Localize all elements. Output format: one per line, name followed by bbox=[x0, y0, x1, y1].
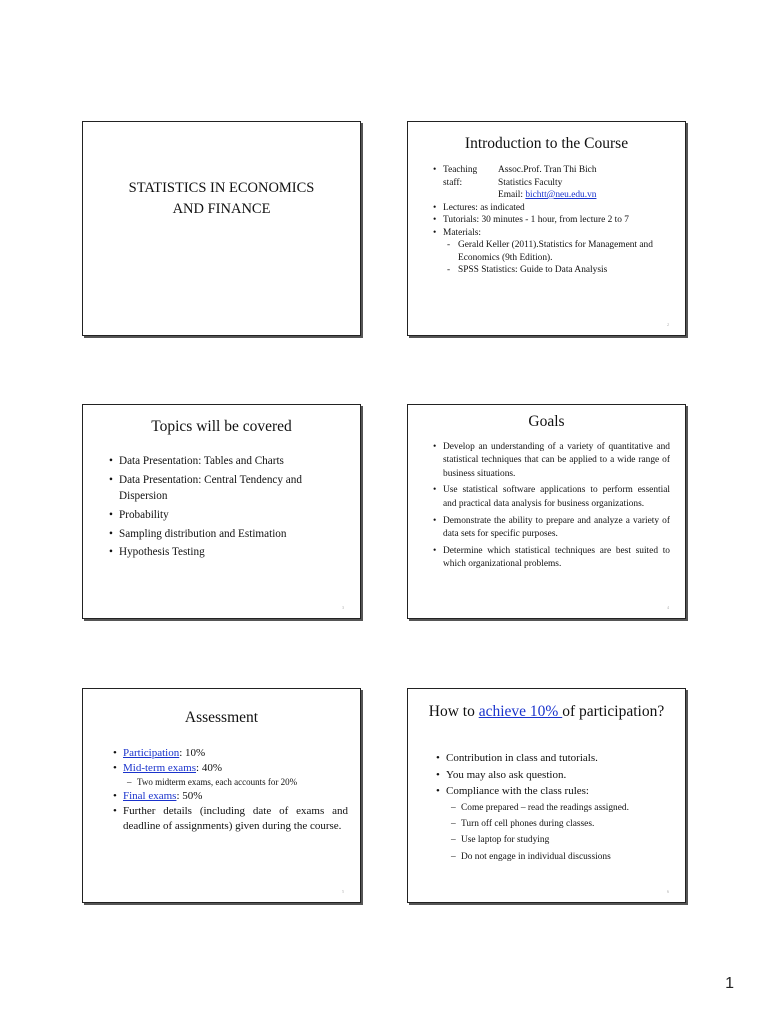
list-item: • Sampling distribution and Estimation bbox=[109, 526, 346, 543]
goals-list bbox=[433, 441, 670, 575]
list-item: • Compliance with the class rules: bbox=[436, 783, 673, 800]
slide-5 bbox=[82, 688, 361, 903]
slide-3-title: Topics will be covered bbox=[151, 418, 292, 435]
course-info-list bbox=[433, 164, 673, 277]
slide-number: 3 bbox=[342, 605, 344, 610]
slide-number: 2 bbox=[667, 322, 669, 327]
list-item: • Hypothesis Testing bbox=[109, 544, 346, 561]
participation-link[interactable]: Participation bbox=[123, 747, 180, 759]
slide-number: 4 bbox=[667, 605, 669, 610]
page-number: 1 bbox=[725, 975, 734, 992]
rule-item: – Use laptop for studying bbox=[451, 832, 673, 848]
list-item: • Demonstrate the ability to prepare and analyze a variety of data sets for specific purposes. bbox=[433, 515, 670, 542]
list-item: • Contribution in class and tutorials. bbox=[436, 750, 673, 767]
list-item: • Determine which statistical techniques are best suited to which organizational problems. bbox=[433, 545, 670, 572]
list-item: • Develop an understanding of a variety of quantitative and statistical techniques that can be applied to a wide range of business situations. bbox=[433, 441, 670, 481]
midterm-note: – Two midterm exams, each accounts for 20% bbox=[127, 776, 348, 789]
email-link[interactable]: bichtt@neu.edu.vn bbox=[525, 190, 597, 200]
list-item: • Probability bbox=[109, 507, 346, 524]
teaching-staff-item: • Teaching staff: Assoc.Prof. Tran Thi Bich Statistics Faculty Email: bichtt@neu.edu.vn bbox=[433, 164, 673, 202]
list-item: • Data Presentation: Tables and Charts bbox=[109, 453, 346, 470]
list-item: • Data Presentation: Central Tendency and Dispersion bbox=[109, 472, 346, 506]
slide-5-title: Assessment bbox=[184, 709, 259, 726]
assessment-list bbox=[113, 746, 348, 835]
participation-item: • Participation: 10% bbox=[113, 746, 348, 761]
topics-list bbox=[109, 453, 346, 563]
slide-6-title: How to achieve 10% of participation? bbox=[428, 703, 665, 720]
slide-4-title: Goals bbox=[528, 413, 565, 430]
slide-6 bbox=[407, 688, 686, 903]
slide-1-title: STATISTICS IN ECONOMICS AND FINANCE bbox=[128, 180, 315, 217]
further-details-item: • Further details (including date of exams and deadline of assignments) given during the course. bbox=[113, 804, 348, 834]
rule-item: – Do not engage in individual discussions bbox=[451, 849, 673, 865]
material-item: - SPSS Statistics: Guide to Data Analysis bbox=[447, 264, 673, 277]
midterm-item: • Mid-term exams: 40% bbox=[113, 761, 348, 776]
slide-number: 6 bbox=[667, 889, 669, 894]
slide-2-title: Introduction to the Course bbox=[464, 135, 629, 152]
lectures-item: • Lectures: as indicated bbox=[433, 202, 673, 215]
slide-4 bbox=[407, 404, 686, 619]
rule-item: – Turn off cell phones during classes. bbox=[451, 816, 673, 832]
slide-3 bbox=[82, 404, 361, 619]
achieve-link[interactable]: achieve 10% bbox=[478, 703, 563, 720]
rule-item: – Come prepared – read the readings assigned. bbox=[451, 800, 673, 816]
participation-list bbox=[436, 750, 673, 865]
slide-number: 5 bbox=[342, 889, 344, 894]
materials-item: • Materials: bbox=[433, 227, 673, 240]
midterm-link[interactable]: Mid-term exams bbox=[123, 762, 197, 775]
slide-1 bbox=[82, 121, 361, 336]
tutorials-item: • Tutorials: 30 minutes - 1 hour, from lecture 2 to 7 bbox=[433, 214, 673, 227]
slide-2 bbox=[407, 121, 686, 336]
final-link[interactable]: Final exams bbox=[123, 789, 177, 802]
final-item: • Final exams: 50% bbox=[113, 789, 348, 804]
list-item: • Use statistical software applications to perform essential and practical data analysis for business organizations. bbox=[433, 484, 670, 511]
material-item: - Gerald Keller (2011).Statistics for Management and Economics (9th Edition). bbox=[447, 239, 673, 264]
list-item: • You may also ask question. bbox=[436, 767, 673, 784]
